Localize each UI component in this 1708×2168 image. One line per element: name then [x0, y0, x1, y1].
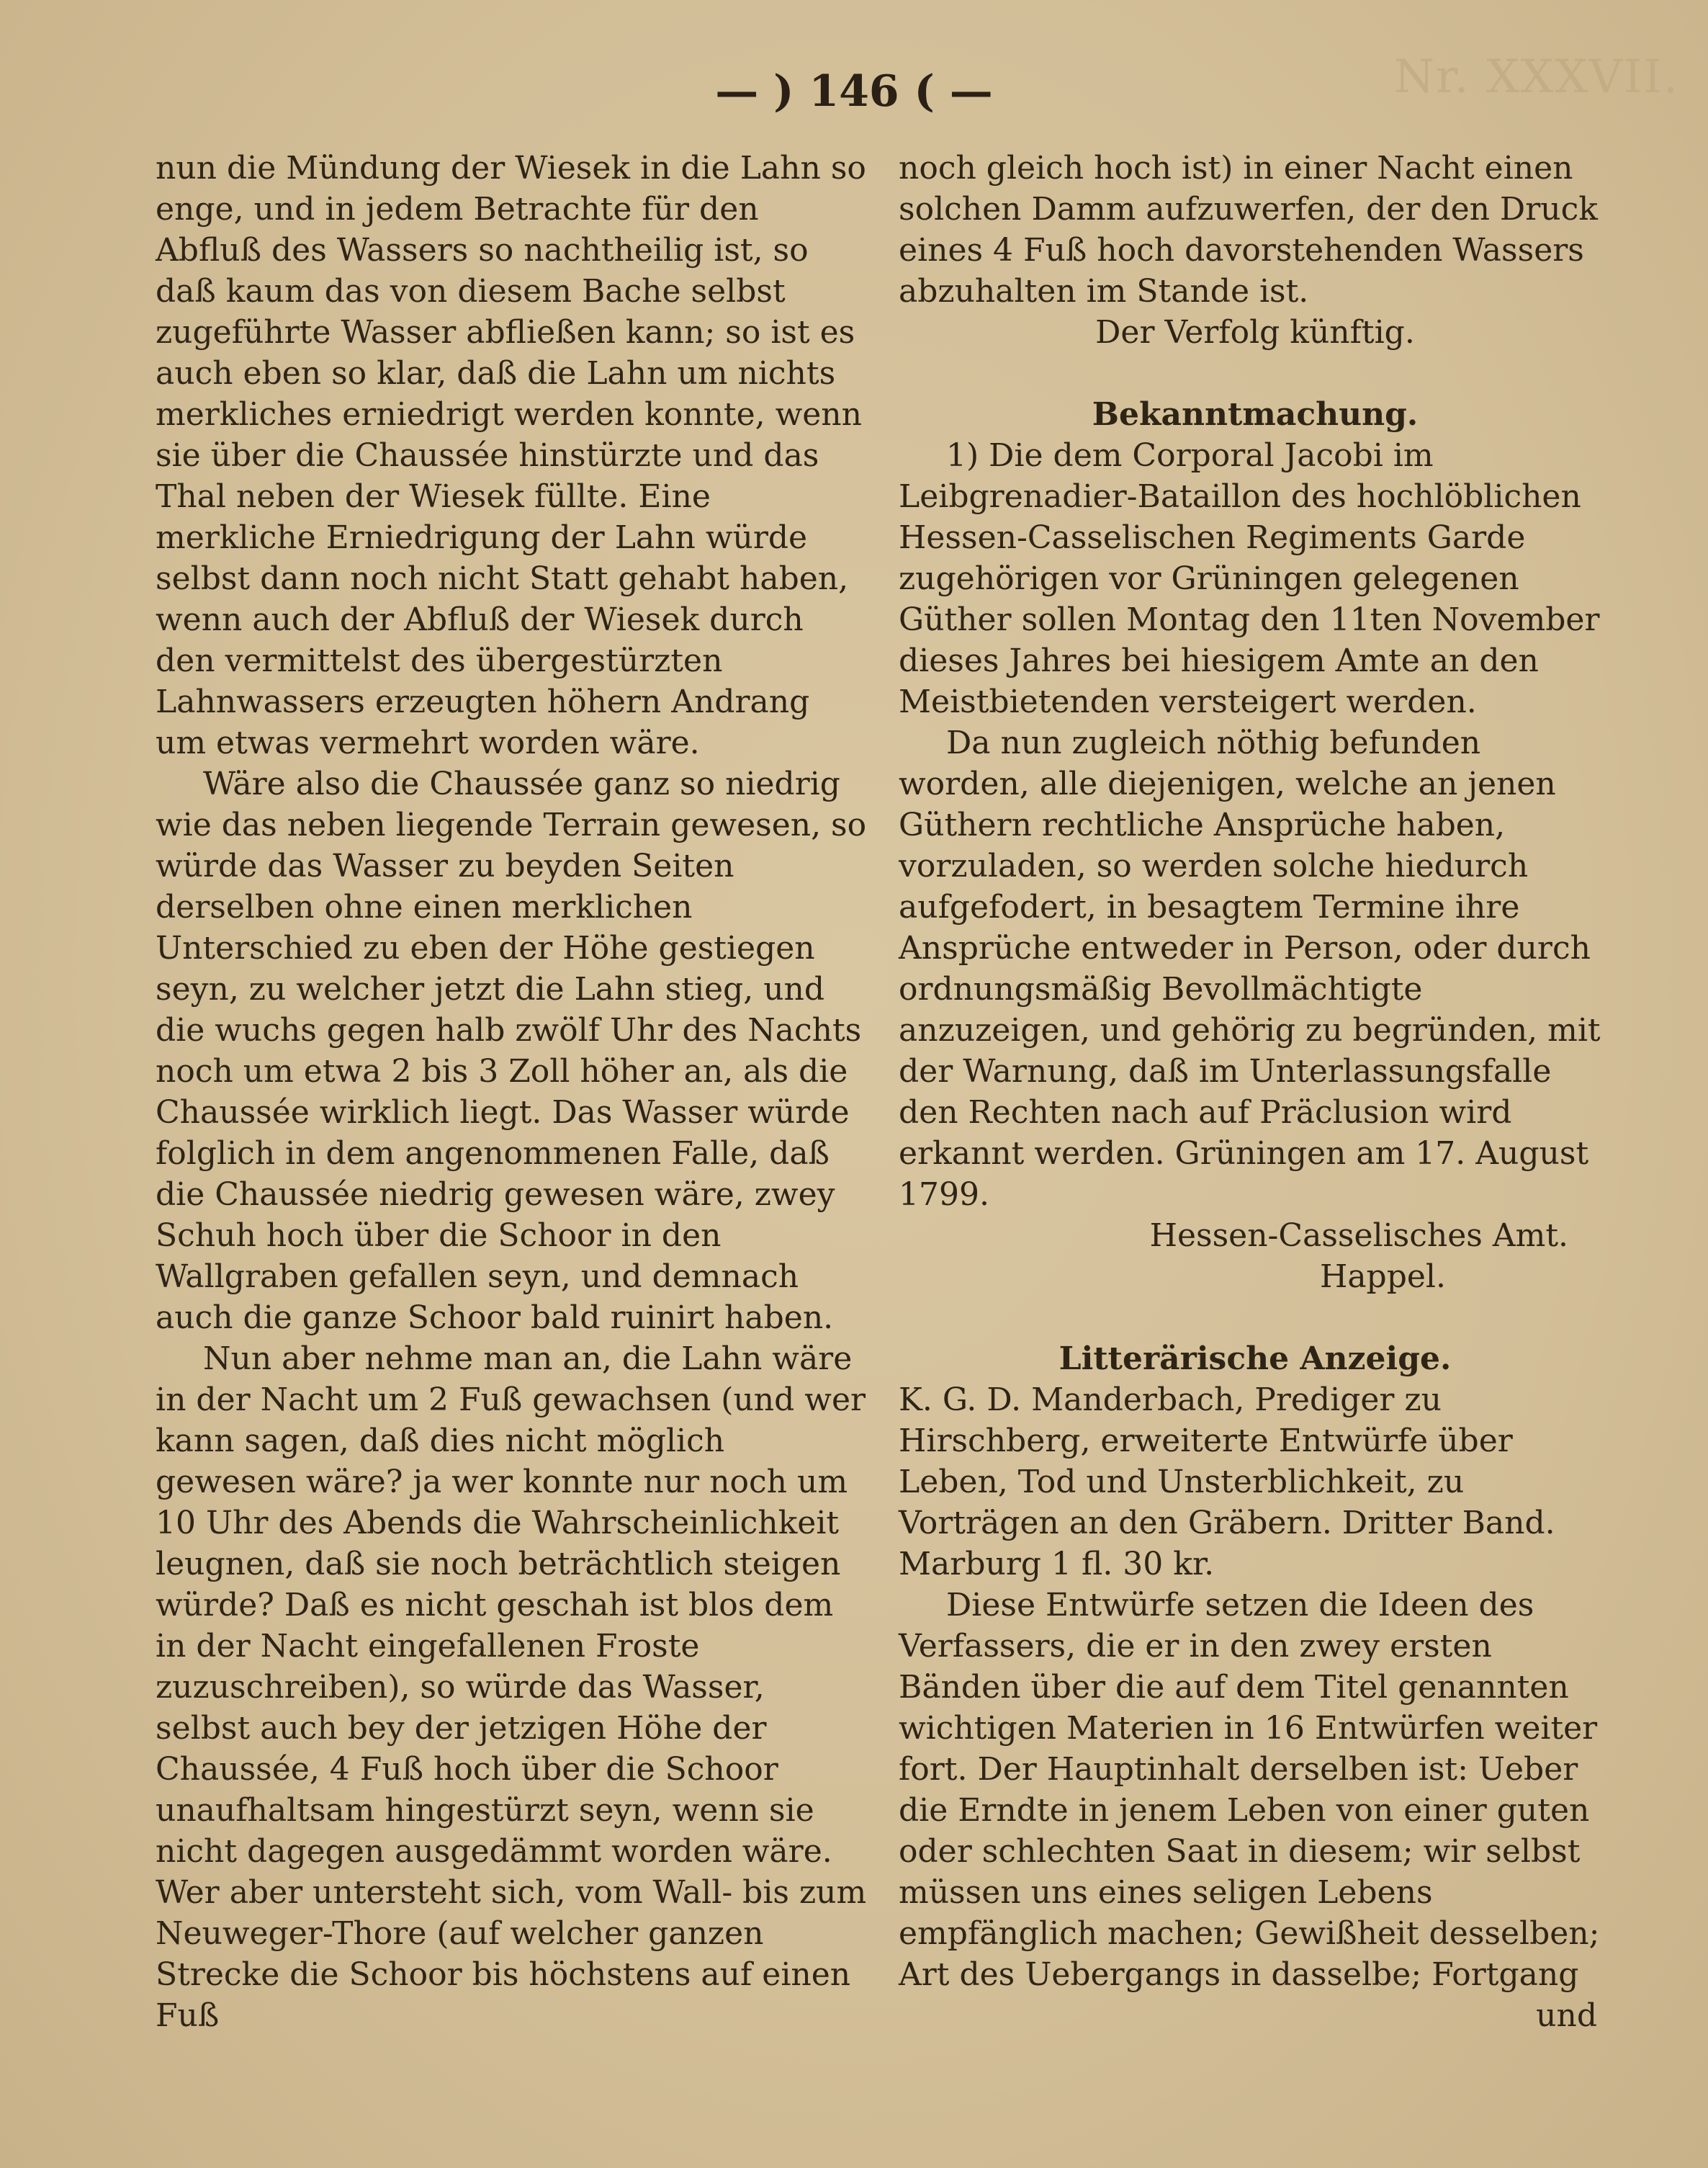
issuing-office: Hessen-Casselisches Amt.	[1149, 1217, 1568, 1254]
bleed-through-text: Nr. XXXVII.	[1393, 50, 1679, 104]
right-column	[899, 148, 1612, 2036]
paragraph: 1) Die dem Corporal Jacobi im Leibgrenadier-Bataillon des hochlöblichen Hessen-Casselischen Regiments Garde zugehörigen vor Grüningen gelegenen Güther sollen Montag den 11ten November dieses Jahres bei hiesigem Amte an den Meistbietenden versteigert werden.	[899, 437, 1600, 720]
left-column	[156, 148, 868, 2036]
literary-notice-title: Litterärische Anzeige.	[1058, 1340, 1452, 1377]
paragraph: noch gleich hoch ist) in einer Nacht einen solchen Damm aufzuwerfen, der den Druck eines 4 Fuß hoch davorstehenden Wassers abzuhalten im Stande ist.	[899, 150, 1598, 310]
book-entry: K. G. D. Manderbach, Prediger zu Hirschberg, erweiterte Entwürfe über Leben, Tod und Unsterblichkeit, zu Vorträgen an den Gräbern. Dritter Band. Marburg 1 fl. 30 kr.	[899, 1381, 1555, 1582]
signature: Happel.	[1319, 1258, 1446, 1295]
paragraph: Wäre also die Chaussée ganz so niedrig wie das neben liegende Terrain gewesen, so würde das Wasser zu beyden Seiten derselben ohne einen merklichen Unterschied zu eben der Höhe gestiegen seyn, zu welcher jetzt die Lahn stieg, und die wuchs gegen halb zwölf Uhr des Nachts noch um etwa 2 bis 3 Zoll höher an, als die Chaussée wirklich liegt. Das Wasser würde folglich in dem angenommenen Falle, daß die Chaussée niedrig gewesen wäre, zwey Schuh hoch über die Schoor in den Wallgraben gefallen seyn, und demnach auch die ganze Schoor bald ruinirt haben.	[156, 766, 867, 1336]
paragraph: Nun aber nehme man an, die Lahn wäre in der Nacht um 2 Fuß gewachsen (und wer kann sagen, daß dies nicht möglich gewesen wäre? ja wer konnte nur noch um 10 Uhr des Abends die Wahrscheinlichkeit leugnen, daß sie noch beträchtlich steigen würde? Daß es nicht geschah ist blos dem in der Nacht eingefallenen Froste zuzuschreiben), so würde das Wasser, selbst auch bey der jetzigen Höhe der Chaussée, 4 Fuß hoch über die Schoor unaufhaltsam hingestürzt seyn, wenn sie nicht dagegen ausgedämmt worden wäre. Wer aber untersteht sich, vom Wall- bis zum Neuweger-Thore (auf welcher ganzen Strecke die Schoor bis höchstens auf einen Fuß	[156, 1340, 867, 2034]
paragraph: Da nun zugleich nöthig befunden worden, alle diejenigen, welche an jenen Güthern rechtliche Ansprüche haben, vorzuladen, so werden solche hiedurch aufgefodert, in besagtem Termine ihre Ansprüche entweder in Person, oder durch ordnungsmäßig Bevollmächtigte anzuzeigen, und gehörig zu begründen, mit der Warnung, daß im Unterlassungsfalle den Rechten nach auf Präclusion wird erkannt werden. Grüningen am 17. August 1799.	[899, 725, 1601, 1213]
catchword: und	[1536, 1997, 1597, 2034]
paragraph: Diese Entwürfe setzen die Ideen des Verfassers, die er in den zwey ersten Bänden über die auf dem Titel genannten wichtigen Materien in 16 Entwürfen weiter fort. Der Hauptinhalt derselben ist: Ueber die Erndte in jenem Leben von einer guten oder schlechten Saat in diesem; wir selbst müssen uns eines seligen Lebens empfänglich machen; Gewißheit desselben; Art des Uebergangs in dasselbe; Fortgang	[899, 1587, 1600, 1993]
announcement-title: Bekanntmachung.	[1092, 396, 1419, 433]
to-be-continued-note: Der Verfolg künftig.	[1095, 314, 1415, 351]
paragraph: nun die Mündung der Wiesek in die Lahn so enge, und in jedem Betrachte für den Abfluß des Wassers so nachtheilig ist, so daß kaum das von diesem Bache selbst zugeführte Wasser abfließen kann; so ist es auch eben so klar, daß die Lahn um nichts merkliches erniedrigt werden konnte, wenn sie über die Chaussée hinstürzte und das Thal neben der Wiesek füllte. Eine merkliche Erniedrigung der Lahn würde selbst dann noch nicht Statt gehabt haben, wenn auch der Abfluß der Wiesek durch den vermittelst des übergestürzten Lahnwassers erzeugten höhern Andrang um etwas vermehrt worden wäre.	[156, 150, 866, 761]
page-number: — ) 146 ( —	[715, 66, 993, 117]
